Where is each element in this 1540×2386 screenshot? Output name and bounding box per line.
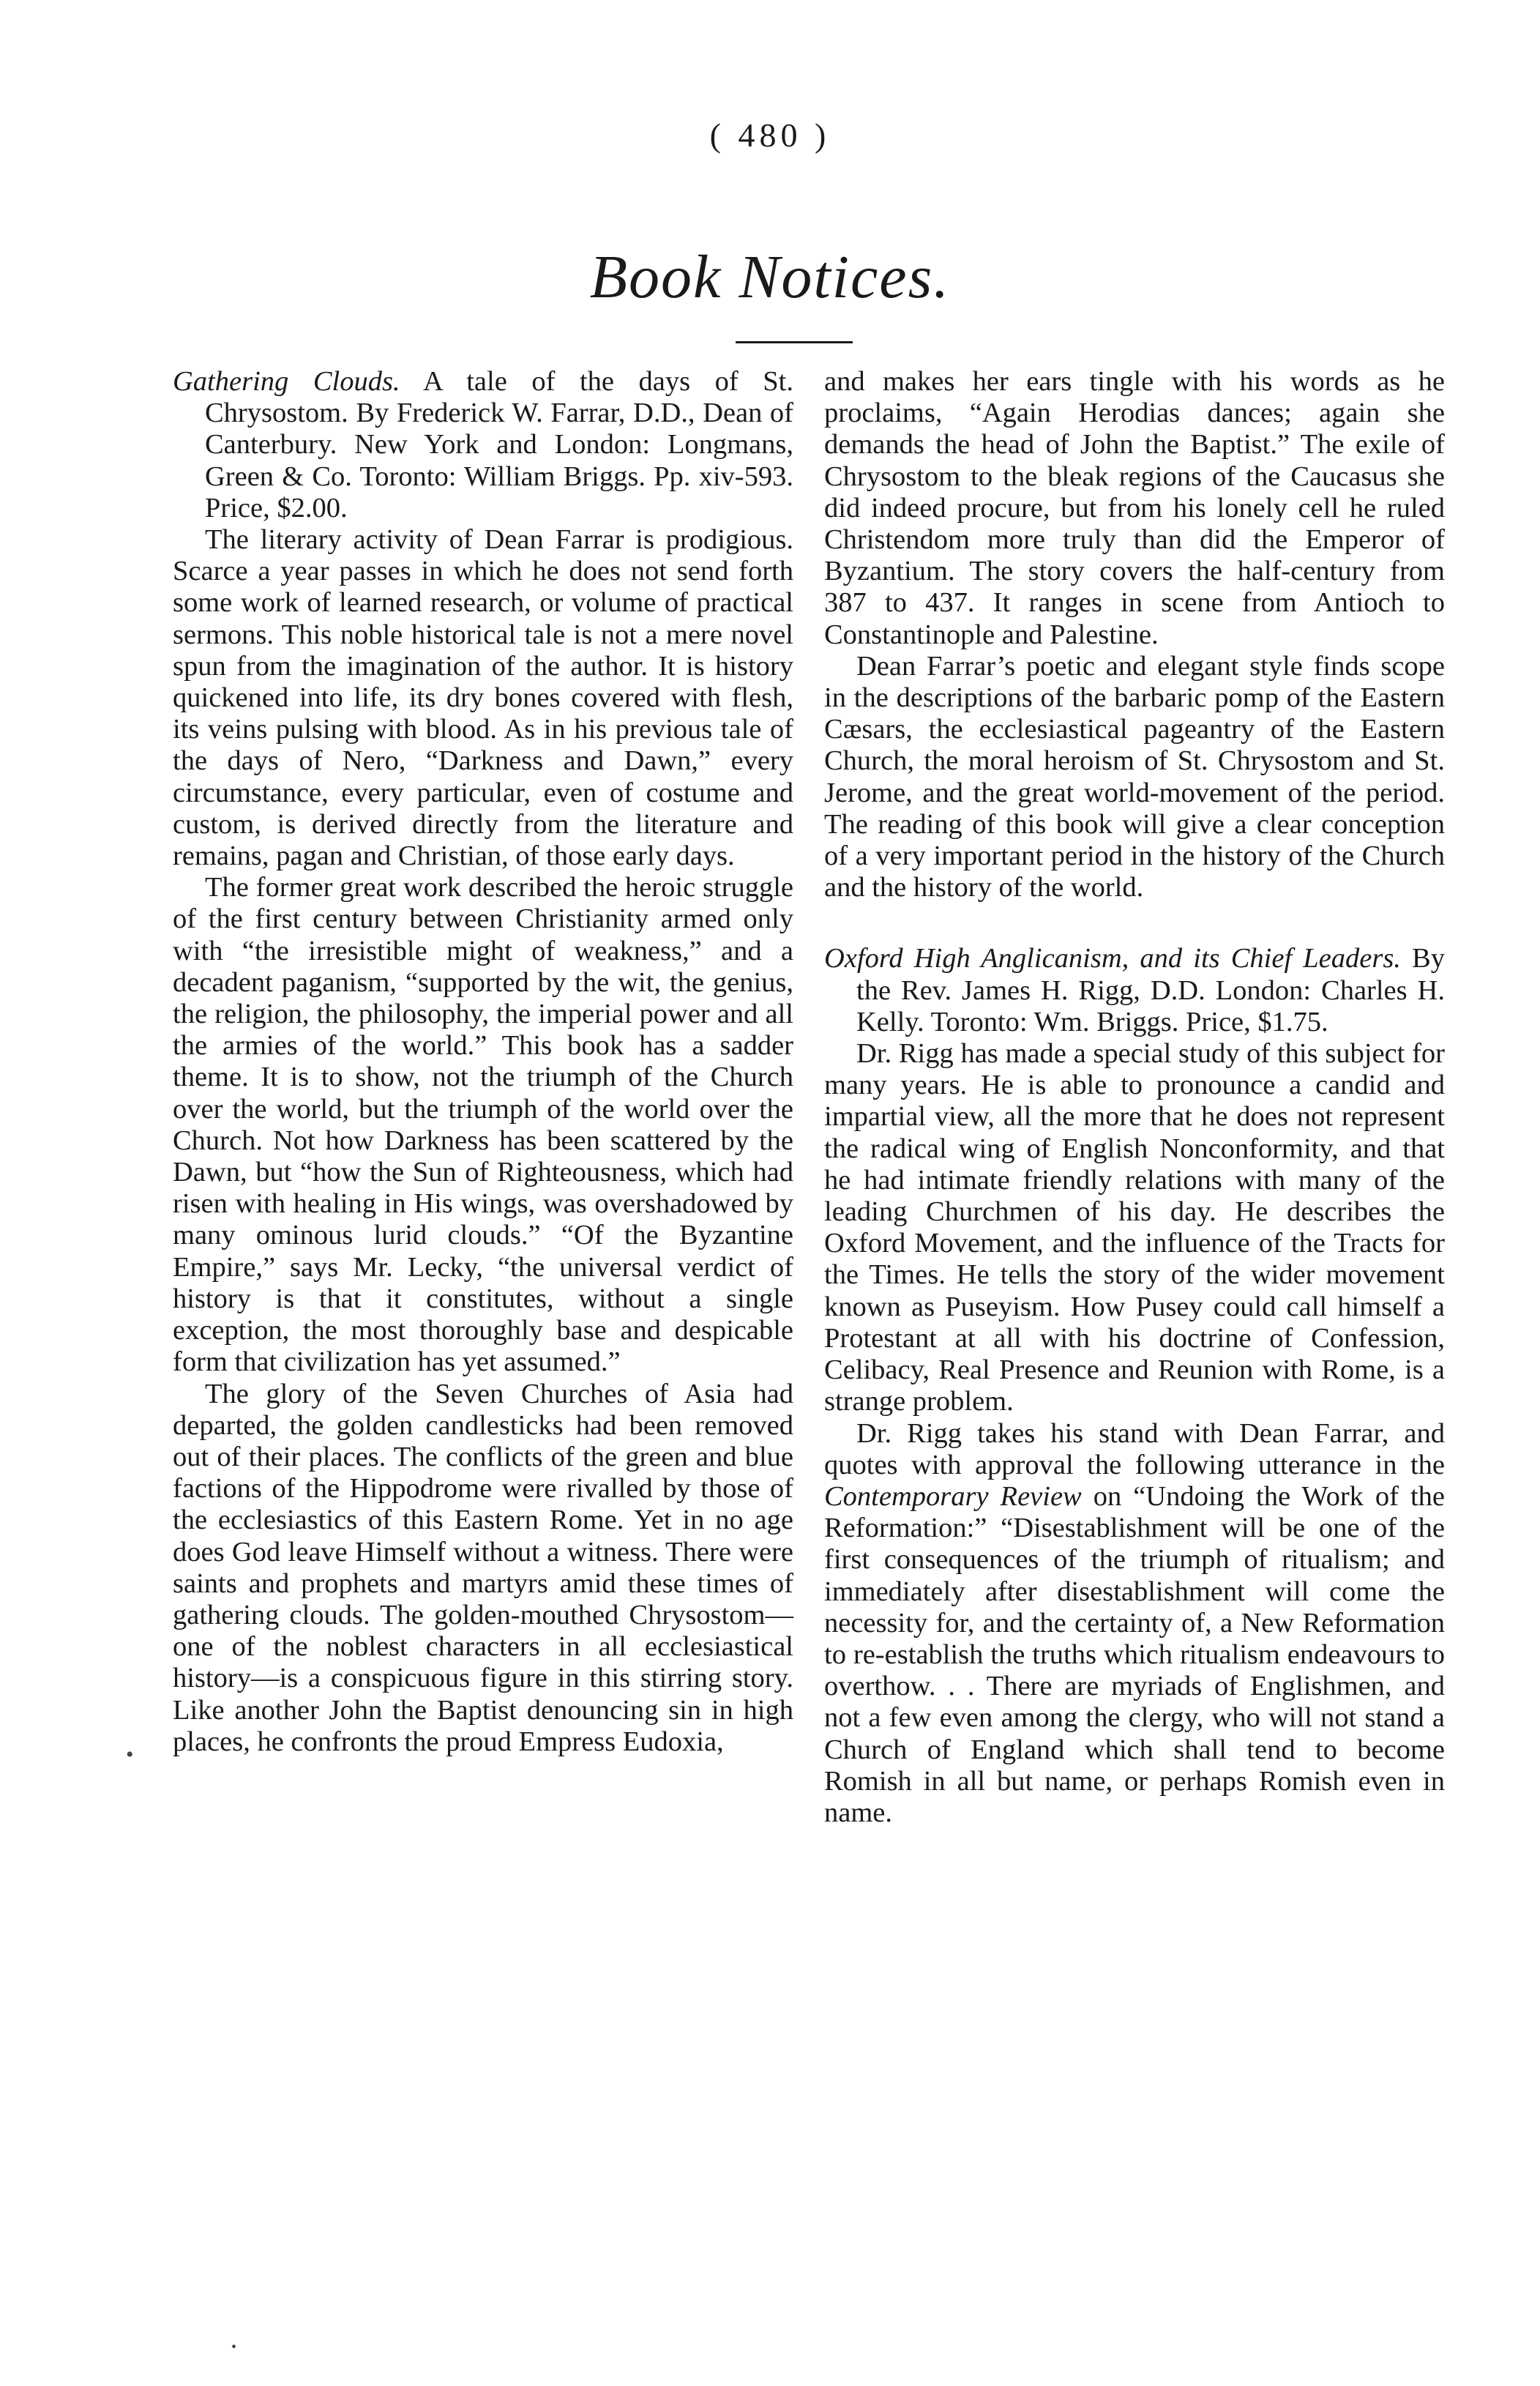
stray-ink-dot: • — [126, 1742, 134, 1767]
book-citation: By the Rev. James H. Rigg, D.D. London: Charles H. Kelly. Toronto: Wm. Briggs. Price, $1.75. — [856, 943, 1445, 1037]
review-paragraph: The former great work described the heroic struggle of the first century between Christianity armed only with “the irresistible might of weakness,” and a decadent paganism, “supported by the wit, the genius, the religion, the philosophy, the imperial power and all the armies of the world.” This book has a sadder theme. It is to show, not the triumph of the Church over the world, but the triumph of the world over the Church. Not how Darkness has been scattered by the Dawn, but “how the Sun of Righteousness, which had risen with healing in His wings, was overshadowed by many ominous lurid clouds.” “Of the Byzantine Empire,” says Mr. Lecky, “the universal verdict of history is that it constitutes, without a single exception, the most thoroughly base and despicable form that civilization has yet assumed.” — [173, 872, 793, 1378]
section-title: Book Notices. — [589, 243, 951, 311]
review-paragraph: Dr. Rigg has made a special study of this subject for many years. He is able to pronounce a candid and impartial view, all the more that he does not represent the radical wing of English Nonconformity, and that he had intimate friendly relations with many of the leading Churchmen of his day. He describes the Oxford Movement, and the influence of the Tracts for the Times. He tells the story of the wider movement known as Puseyism. How Pusey could call himself a Protestant at all with his doctrine of Confession, Celibacy, Real Presence and Reunion with Rome, is a strange problem. — [824, 1038, 1445, 1417]
journal-title: Contemporary Review — [824, 1480, 1082, 1512]
page-number: ( 480 ) — [709, 116, 831, 154]
review-paragraph — [824, 1418, 1445, 1830]
right-column — [824, 366, 1445, 1829]
entry-heading-gathering-clouds — [173, 366, 793, 524]
stray-ink-dot: • — [231, 2339, 237, 2355]
review-paragraph-continued: and makes her ears tingle with his words as he proclaims, “Again Herodias dances; again she demands the head of John the Baptist.” The exile of Chrysostom to the bleak regions of the Caucasus she did indeed procure, but from his lonely cell he ruled Christendom more truly than did the Emperor of Byzantium. The story covers the half-century from 387 to 437. It ranges in scene from Antioch to Constantinople and Palestine. — [824, 366, 1445, 650]
left-column — [173, 366, 793, 1758]
paragraph-text: Dr. Rigg takes his stand with Dean Farrar, and quotes with approval the following utterance in the — [824, 1417, 1445, 1480]
entry-heading-oxford-high-anglicanism — [824, 943, 1445, 1038]
entry-separator — [824, 903, 1445, 943]
review-paragraph: The literary activity of Dean Farrar is prodigious. Scarce a year passes in which he does not send forth some work of learned research, or volume of practical sermons. This noble historical tale is not a mere novel spun from the imagination of the author. It is history quickened into life, its dry bones covered with flesh, its veins pulsing with blood. As in his previous tale of the days of Nero, “Darkness and Dawn,” every circumstance, every particular, even of costume and custom, is derived directly from the literature and remains, pagan and Christian, of those early days. — [173, 524, 793, 872]
review-paragraph: Dean Farrar’s poetic and elegant style finds scope in the descriptions of the barbaric pomp of the Eastern Cæsars, the ecclesiastical pageantry of the Eastern Church, the moral heroism of St. Chrysostom and St. Jerome, and the great world-movement of the period. The reading of this book will give a clear conception of a very important period in the history of the Church and the history of the world. — [824, 650, 1445, 903]
review-paragraph: The glory of the Seven Churches of Asia had departed, the golden candlesticks had been removed out of their places. The conflicts of the green and blue factions of the Hippodrome were rivalled by those of the ecclesiastics of this Eastern Rome. Yet in no age does God leave Himself without a witness. There were saints and prophets and martyrs amid these times of gathering clouds. The golden-mouthed Chrysostom—one of the noblest characters in all ecclesiastical history—is a conspicuous figure in this stirring story. Like another John the Baptist denouncing sin in high places, he confronts the proud Empress Eudoxia, — [173, 1378, 793, 1757]
title-rule — [736, 341, 853, 343]
book-title: Oxford High Anglicanism, and its Chief Leaders. — [824, 943, 1401, 974]
paragraph-text: on “Undoing the Work of the Reformation:” “Disestablishment will be one of the first consequences of the triumph of ritualism; and immediately after disestablishment will come the necessity for, and the certainty of, a New Reformation to re-establish the truths which ritualism endeavours to overthow. . . There are myriads of Englishmen, and not a few even among the clergy, who will not stand a Church of England which shall tend to become Romish in all but name, or perhaps Romish even in name. — [824, 1480, 1445, 1828]
book-citation: A tale of the days of St. Chrysostom. By Frederick W. Farrar, D.D., Dean of Canterbury. New York and London: Longmans, Green & Co. Toronto: William Briggs. Pp. xiv-593. Price, $2.00. — [205, 366, 793, 523]
book-title: Gathering Clouds. — [173, 366, 400, 397]
